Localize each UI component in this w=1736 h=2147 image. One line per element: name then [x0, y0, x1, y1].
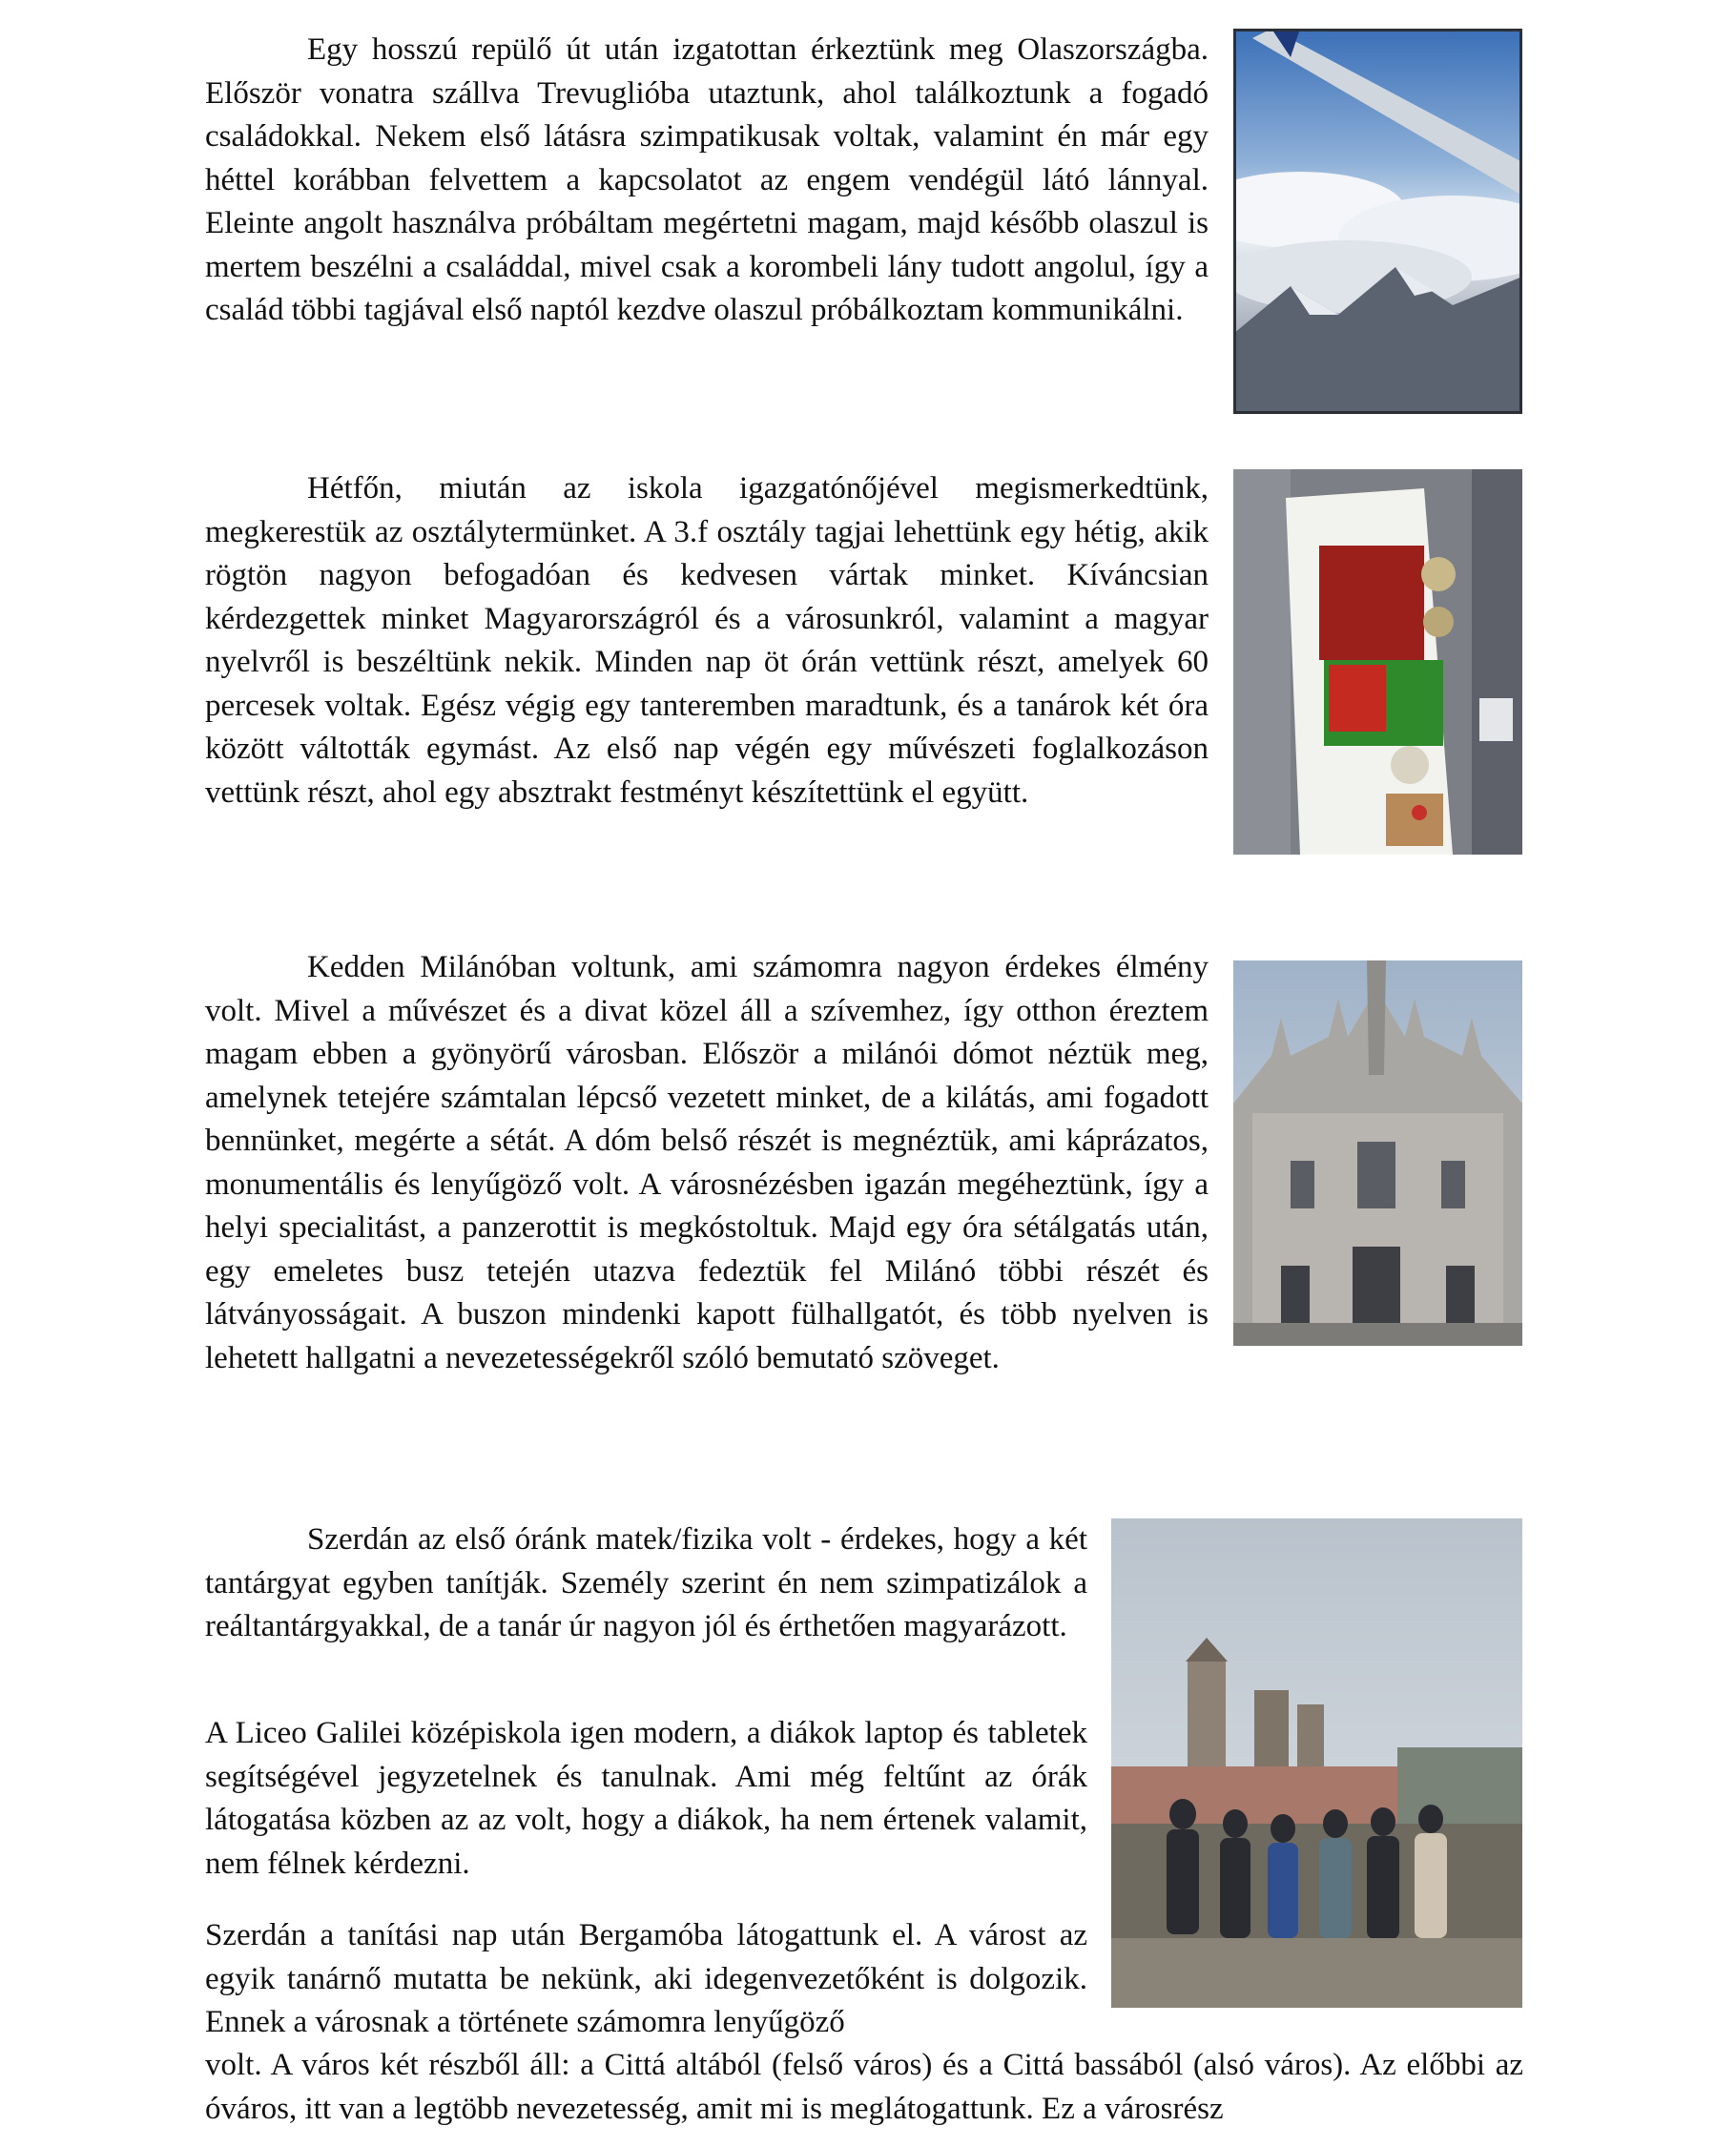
paragraph-tuesday: Kedden Milánóban voltunk, ami számomra nagyon érdekes élmény volt. Mivel a művészet és a divat közel áll a szívemhez, így otthon éreztem magam ebben a gyönyörű városban. Először a milánói dómot néztük meg, amelynek tetejére számtalan lépcső vezetett minket, de a kilátás, ami fogadott bennünket, megérte a sétát. A dóm belső részét is megnéztük, ami káprázatos, monumentális és lenyűgöző volt. A városnézésben igazán megéheztünk, így a helyi specialitást, a panzerottit is megkóstoltuk. Majd egy óra sétálgatás után, egy emeletes busz tetején utazva fedeztük fel Milánó többi részét és látványosságait. A buszon mindenki kapott fülhallgatót, és több nyelven is lehetett hallgatni a nevezetességekről szóló bemutató szöveget. [205, 950, 1209, 1375]
paragraph-wednesday-4: volt. A város két részből áll: a Cittá altából (felső város) és a Cittá bassából (alsó város). Az előbbi az óváros, itt van a legtöbb nevezetesség, amit mi is meglátogattunk. Ez a városrész [205, 2048, 1523, 2126]
paragraph-wednesday-1: Szerdán az első óránk matek/fizika volt - érdekes, hogy a két tantárgyat egyben tanítják. Személy szerint én nem szimpatizálok a reáltantárgyakkal, de a tanár úr nagyon jól és érthetően magyarázott. [205, 1522, 1087, 1643]
paragraph-monday: Hétfőn, miután az iskola igazgatónőjével megismerkedtünk, megkerestük az osztálytermünket. A 3.f osztály tagjai lehettünk egy hétig, akik rögtön nagyon befogadóan és kedvesen vártak minket. Kíváncsian kérdezgettek minket Magyarországról és a városunkról, valamint a magyar nyelvről is beszéltünk nekik. Minden nap öt órán vettünk részt, amelyek 60 percesek voltak. Egész végig egy tanteremben maradtunk, és a tanárok két óra között váltották egymást. Az első nap végén egy művészeti foglalkozáson vettünk részt, ahol egy absztrakt festményt készítettünk el együtt. [205, 471, 1209, 810]
paragraph-wednesday-2: A Liceo Galilei középiskola igen modern, a diákok laptop és tabletek segítségével jegyzetelnek és tanulnak. Ami még feltűnt az órák látogatása közben az az volt, hogy a diákok, ha nem értenek valamit, nem félnek kérdezni. [205, 1716, 1087, 1881]
paragraph-wednesday-3: Szerdán a tanítási nap után Bergamóba látogattunk el. A várost az egyik tanárnő mutatta be nekünk, aki idegenvezetőként is dolgozik. Ennek a városnak a története számomra lenyűgöző [205, 1918, 1087, 2039]
milan-cathedral-photo [1233, 960, 1522, 1346]
airplane-window-photo [1233, 29, 1522, 414]
paragraph-arrival: Egy hosszú repülő út után izgatottan érkeztünk meg Olaszországba. Először vonatra szállva Trevuglióba utaztunk, ahol találkoztunk a fogadó családokkal. Nekem első látásra szimpatikusak voltak, valamint én már egy héttel korábban felvettem a kapcsolatot az engem vendégül látó lánnyal. Eleinte angolt használva próbáltam megértetni magam, majd később olaszul is mertem beszélni a családdal, mivel csak a korombeli lány tudott angolul, így a család többi tagjával első naptól kezdve olaszul próbálkoztam kommunikálni. [205, 32, 1209, 327]
bergamo-group-photo [1111, 1518, 1522, 2008]
painting-table-photo [1233, 469, 1522, 855]
